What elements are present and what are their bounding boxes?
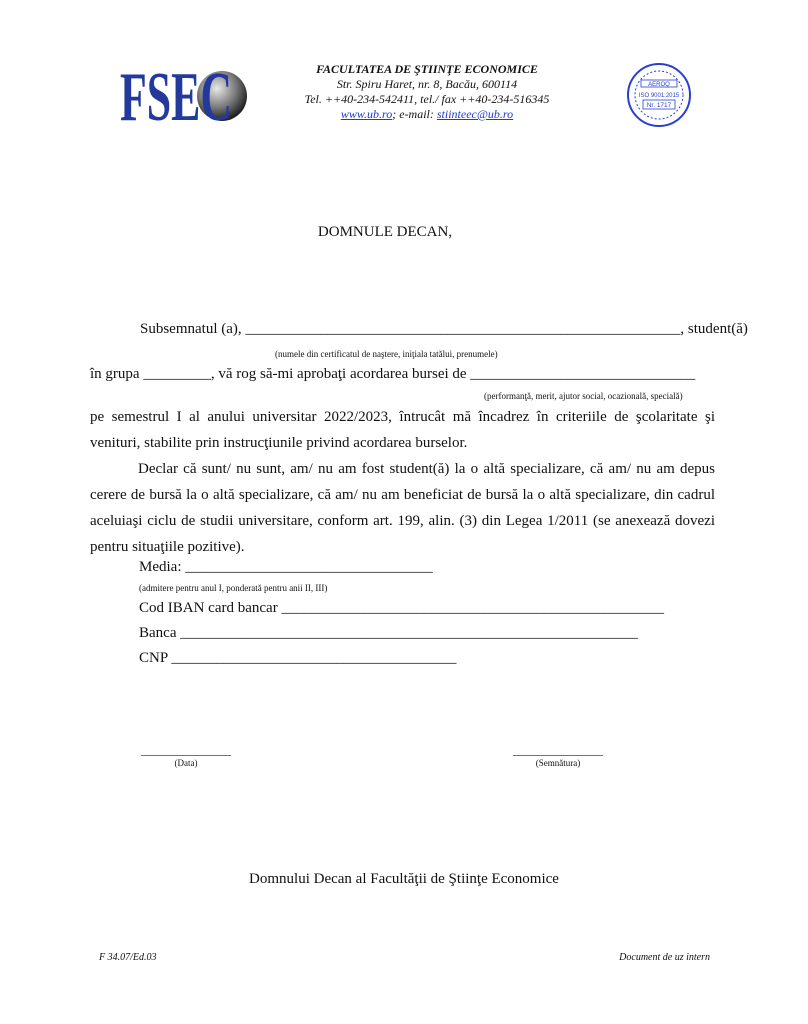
bank-line — [139, 625, 638, 642]
media-field[interactable]: _________________________________ — [185, 559, 433, 575]
bank-field[interactable]: _____________________________________________________________ — [180, 625, 638, 641]
semester-paragraph — [90, 404, 715, 456]
addressee: Domnului Decan al Facultăţii de Ştiinţe Economice — [249, 871, 559, 887]
income-line: venituri, stabilite prin instrucţiunile privind acordarea burselor. — [90, 435, 468, 451]
bank-label: Banca — [139, 625, 181, 641]
declaration-paragraph — [90, 456, 715, 560]
media-line — [139, 559, 433, 576]
iban-line — [139, 600, 664, 617]
cnp-label: CNP — [139, 650, 172, 666]
signature-field[interactable]: _______________ — [513, 743, 603, 757]
request-text: , vă rog să-mi aprobaţi acordarea bursei de — [210, 366, 471, 382]
faculty-phone: Tel. ++40-234-542411, tel./ fax ++40-234-516345 — [304, 92, 550, 106]
declaration-line-1: Declar că sunt/ nu sunt, am/ nu am fost student(ă) la o altă specializare, că am/ nu am depus — [138, 461, 715, 477]
date-field[interactable]: _______________ — [141, 743, 231, 757]
student-suffix: , student(ă) — [680, 321, 748, 337]
name-field[interactable]: __________________________________________________________ — [245, 321, 681, 337]
name-note: (numele din certificatul de naştere, iniţiala tatălui, prenumele) — [275, 349, 498, 359]
declaration-line-4: pentru situaţiile pozitive). — [90, 539, 245, 555]
cnp-field[interactable]: ______________________________________ — [171, 650, 457, 666]
group-field[interactable]: _________ — [143, 366, 211, 382]
declaration-line-3: aceluiaşi ciclu de studii universitare, conform art. 199, alin. (3) din Legea 1/2011 (se anexează dovezi — [90, 513, 715, 529]
logo-text: FSEC — [120, 59, 232, 136]
iban-field[interactable]: ___________________________________________________ — [281, 600, 664, 616]
email-link[interactable]: stiinteec@ub.ro — [436, 107, 514, 121]
signature-block — [510, 743, 606, 768]
seal-line1: ISO 9001:2015 — [638, 93, 680, 99]
faculty-header — [262, 62, 592, 122]
fsec-logo — [118, 54, 250, 136]
seal-line2: Nr. 1717 — [646, 102, 672, 109]
letter-title: DOMNULE DECAN, — [317, 224, 453, 240]
media-label: Media: — [139, 559, 186, 575]
media-note: (admitere pentru anul I, ponderată pentru anii II, III) — [139, 583, 328, 593]
email-prefix: ; e-mail: — [392, 107, 437, 121]
seal-top-text: AEROQ — [648, 82, 670, 88]
faculty-address: Str. Spiru Haret, nr. 8, Bacău, 600114 — [336, 77, 518, 91]
group-label: în grupa — [90, 366, 144, 382]
date-block — [138, 743, 234, 768]
name-label: Subsemnatul (a), — [140, 321, 246, 337]
scholarship-type-note: (performanţă, merit, ajutor social, ocazională, specială) — [484, 391, 683, 401]
footer-note: Document de uz intern — [619, 952, 710, 963]
group-line — [90, 366, 695, 383]
footer-code: F 34.07/Ed.03 — [99, 952, 157, 963]
iban-label: Cod IBAN card bancar — [139, 600, 282, 616]
declaration-line-2: cerere de bursă la o altă specializare, că am/ nu am beneficiat de bursă la o altă specializare, din cadrul — [90, 487, 715, 503]
faculty-name: FACULTATEA DE ŞTIINŢE ECONOMICE — [316, 62, 538, 76]
date-label: (Data) — [174, 758, 198, 768]
semester-line: pe semestrul I al anului universitar 2022/2023, întrucât mă încadrez în criteriile de şcolaritate şi — [90, 409, 715, 425]
iso-seal — [626, 62, 692, 128]
website-link[interactable]: www.ub.ro — [340, 107, 393, 121]
signature-label: (Semnătura) — [535, 758, 581, 768]
scholarship-type-field[interactable]: ______________________________ — [470, 366, 696, 382]
cnp-line — [139, 650, 456, 667]
name-line — [140, 321, 748, 338]
